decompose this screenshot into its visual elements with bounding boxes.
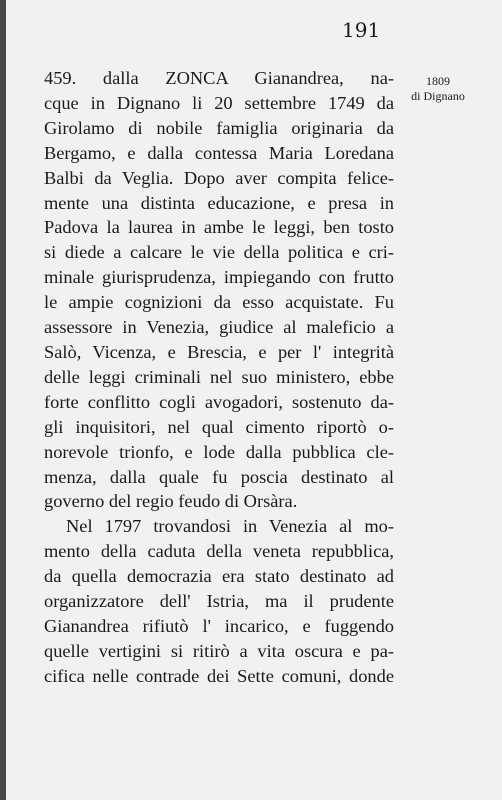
text-line: organizzatore dell' Istria, ma il prudente [44,591,394,612]
margin-note [406,74,470,104]
margin-note-place: di Dignano [411,89,465,103]
text-line: cque in Dignano li 20 settembre 1749 da [44,92,394,113]
text-line: cifica nelle contrade dei Sette comuni, donde [44,665,394,686]
text-line: mente una distinta educazione, e presa in [44,192,394,213]
text-line: gli inquisitori, nel qual cimento riportò o- [44,416,394,437]
text-line: delle leggi criminali nel suo ministero, ebbe [44,366,394,387]
text-line: Girolamo di nobile famiglia originaria da [44,117,394,138]
text-line: mento della caduta della veneta repubblica, [44,541,394,562]
text-line: assessore in Venezia, giudice al maleficio a [44,317,394,338]
paragraph-2 [44,514,394,688]
text-line: Nel 1797 trovandosi in Venezia al mo- [66,516,394,537]
text-line: da quella democrazia era stato destinato ad [44,566,394,587]
text-line: forte conflitto cogli avogadori, sostenuto da- [44,391,394,412]
body-text [44,66,394,689]
margin-note-year: 1809 [426,74,450,88]
text-line: Balbi da Veglia. Dopo aver compita felice- [44,167,394,188]
text-line: le ampie cognizioni da esso acquistate. Fu [44,292,394,313]
text-line: 459. dalla ZONCA Gianandrea, na- [44,68,394,88]
text-line: Gianandrea rifiutò l' incarico, e fuggendo [44,615,394,636]
text-line: Padova la laurea in ambe le leggi, ben tosto [44,217,394,238]
paragraph-1 [44,66,394,514]
text-line: governo del regio feudo di Orsàra. [44,491,298,512]
text-line: norevole trionfo, e lode dalla pubblica cle- [44,441,394,462]
text-line: Salò, Vicenza, e Brescia, e per l' integrità [44,341,394,362]
text-line: quelle vertigini si ritirò a vita oscura e pa- [44,640,394,661]
text-line: menza, dalla quale fu poscia destinato al [44,466,394,487]
page-number: 191 [342,18,381,42]
text-line: minale giurisprudenza, impiegando con frutto [44,267,394,288]
text-line: Bergamo, e dalla contessa Maria Loredana [44,142,394,163]
text-line: si diede a calcare le vie della politica e cri- [44,242,394,263]
